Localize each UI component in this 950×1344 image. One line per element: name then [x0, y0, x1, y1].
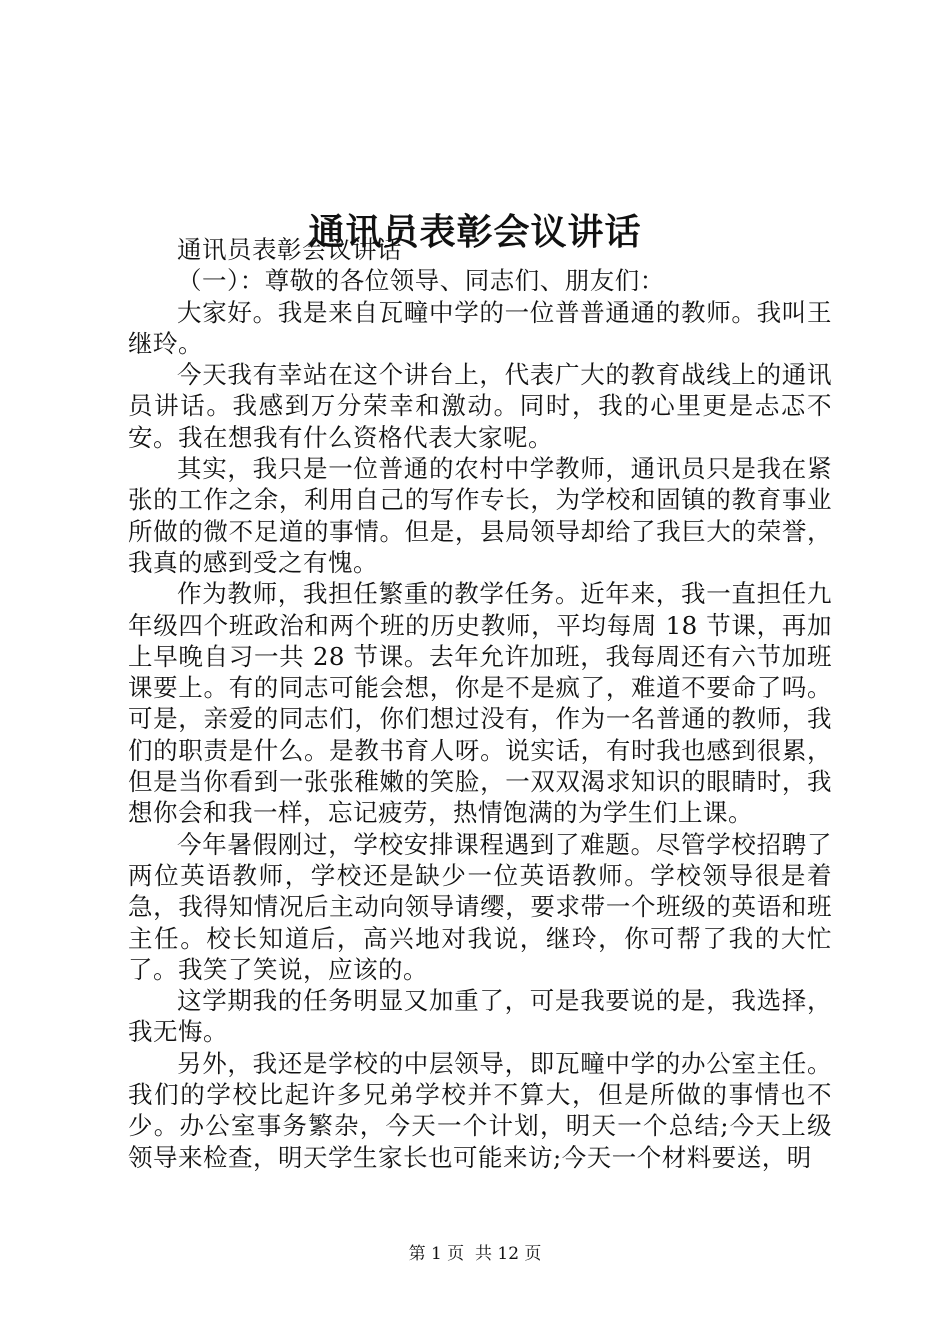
page-footer — [0, 1243, 950, 1265]
paragraph: 其实，我只是一位普通的农村中学教师，通讯员只是我在紧张的工作之余，利用自己的写作专长，为学校和固镇的教育事业所做的微不足道的事情。但是，县局领导却给了我巨大的荣誉，我真的感到受之有愧。 — [128, 454, 832, 577]
document-body — [128, 234, 832, 1173]
page-number: 第 1 页 共 12 页 — [408, 1244, 542, 1264]
page-title: 通讯员表彰会议讲话 — [308, 211, 642, 254]
paragraph: （一）：尊敬的各位领导、同志们、朋友们： — [177, 266, 665, 296]
paragraph: 今天我有幸站在这个讲台上，代表广大的教育战线上的通讯员讲话。我感到万分荣幸和激动。同时，我的心里更是忐忑不安。我在想我有什么资格代表大家呢。 — [128, 360, 832, 452]
paragraph: 另外，我还是学校的中层领导，即瓦疃中学的办公室主任。我们的学校比起许多兄弟学校并不算大，但是所做的事情也不少。办公室事务繁杂，今天一个计划，明天一个总结;今天上级领导来检查，明天学生家长也可能来访;今天一个材料要送，明 — [128, 1048, 832, 1172]
paragraph: 今年暑假刚过，学校安排课程遇到了难题。尽管学校招聘了两位英语教师，学校还是缺少一位英语教师。学校领导很是着急，我得知情况后主动向领导请缨，要求带一个班级的英语和班主任。校长知道后，高兴地对我说，继玲，你可帮了我的大忙了。我笑了笑说，应该的。 — [128, 829, 832, 984]
paragraph: 通讯员表彰会议讲话 — [177, 235, 402, 264]
paragraph: 大家好。我是来自瓦疃中学的一位普普通通的教师。我叫王继玲。 — [128, 297, 832, 358]
paragraph: 作为教师，我担任繁重的教学任务。近年来，我一直担任九年级四个班政治和两个班的历史教师，平均每周 18 节课，再加上早晚自习一共 28 节课。去年允许加班，我每周还有六节加班课要上。有的同志可能会想，你是不是疯了，难道不要命了吗。可是，亲爱的同志们，你们想过没有，作为一名普通的教师，我们的职责是什么。是教书育人呀。说实话，有时我也感到很累，但是当你看到一张张稚嫩的笑脸，一双双渴求知识的眼睛时，我想你会和我一样，忘记疲劳，热情饱满的为学生们上课。 — [128, 579, 832, 828]
paragraph: 这学期我的任务明显又加重了，可是我要说的是，我选择，我无悔。 — [128, 986, 832, 1047]
